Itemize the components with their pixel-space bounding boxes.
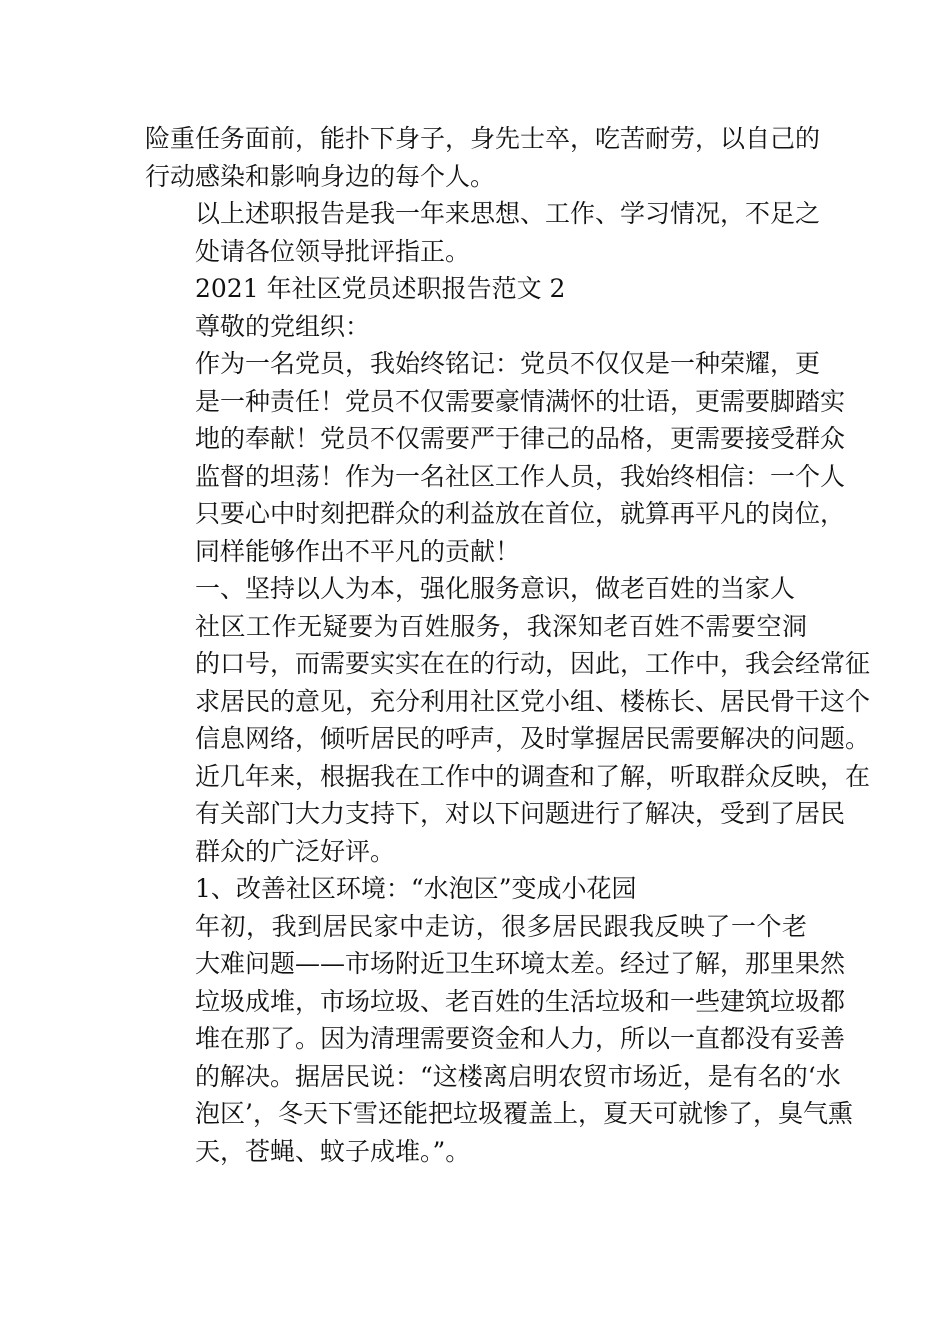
text-line: 1、改善社区环境：“水泡区”变成小花园 [195,874,637,903]
text-line: 堆在那了。因为清理需要资金和人力，所以一直都没有妥善 [195,1024,846,1053]
text-line: 只要心中时刻把群众的利益放在首位，就算再平凡的岗位， [195,499,846,528]
paragraph [145,908,853,1171]
text-line: 监督的坦荡！作为一名社区工作人员，我始终相信：一个人 [195,461,846,491]
paragraph [145,308,807,346]
text-line: 处请各位领导批评指正。 [195,236,471,266]
text-line: 有关部门大力支持下，对以下问题进行了解决，受到了居民 [195,799,846,828]
text-line: 天，苍蝇、蚊子成堆。”。 [195,1136,471,1166]
text-line: 以上述职报告是我一年来思想、工作、学习情况，不足之 [195,199,821,228]
text-line: 垃圾成堆，市场垃圾、老百姓的生活垃圾和一些建筑垃圾都 [195,986,846,1016]
text-line: 尊敬的党组织： [195,311,371,341]
paragraph [145,345,846,570]
paragraph [145,608,871,871]
text-line: 年初，我到居民家中走访，很多居民跟我反映了一个老 [195,911,807,941]
text-line: 的口号，而需要实实在在的行动，因此，工作中，我会经常征 [195,649,871,678]
text-line: 一、坚持以人为本，强化服务意识，做老百姓的当家人 [195,574,796,603]
text-line: 行动感染和影响身边的每个人。 [145,161,496,191]
paragraph [145,120,821,195]
text-line: 地的奉献！党员不仅需要严于律己的品格，更需要接受群众 [195,424,846,453]
text-line: 求居民的意见，充分利用社区党小组、楼栋长、居民骨干这个 [195,686,871,716]
text-line: 近几年来，根据我在工作中的调查和了解，听取群众反映，在 [195,761,871,791]
text-line: 险重任务面前，能扑下身子，身先士卒，吃苦耐劳，以自己的 [145,124,821,153]
text-line: 是一种责任！党员不仅需要豪情满怀的壮语，更需要脚踏实 [195,386,846,416]
text-line: 大难问题——市场附近卫生环境太差。经过了解，那里果然 [195,949,846,978]
paragraph [145,870,807,908]
text-line: 群众的广泛好评。 [195,836,396,866]
text-line: 的解决。据居民说：“这楼离启明农贸市场近，是有名的‘水 [195,1061,841,1091]
text-line: 作为一名党员，我始终铭记：党员不仅仅是一种荣耀，更 [195,349,821,378]
document-body [145,120,871,1170]
text-line: 社区工作无疑要为百姓服务，我深知老百姓不需要空洞 [195,611,807,641]
text-line: 2021 年社区党员述职报告范文 2 [195,274,566,303]
text-line: 泡区’，冬天下雪还能把垃圾覆盖上，夏天可就惨了，臭气熏 [195,1099,853,1128]
text-line: 信息网络，倾听居民的呼声，及时掌握居民需要解决的问题。 [195,724,871,753]
paragraph [145,570,807,608]
paragraph [145,270,807,308]
paragraph [145,195,821,270]
text-line: 同样能够作出不平凡的贡献！ [195,536,521,566]
